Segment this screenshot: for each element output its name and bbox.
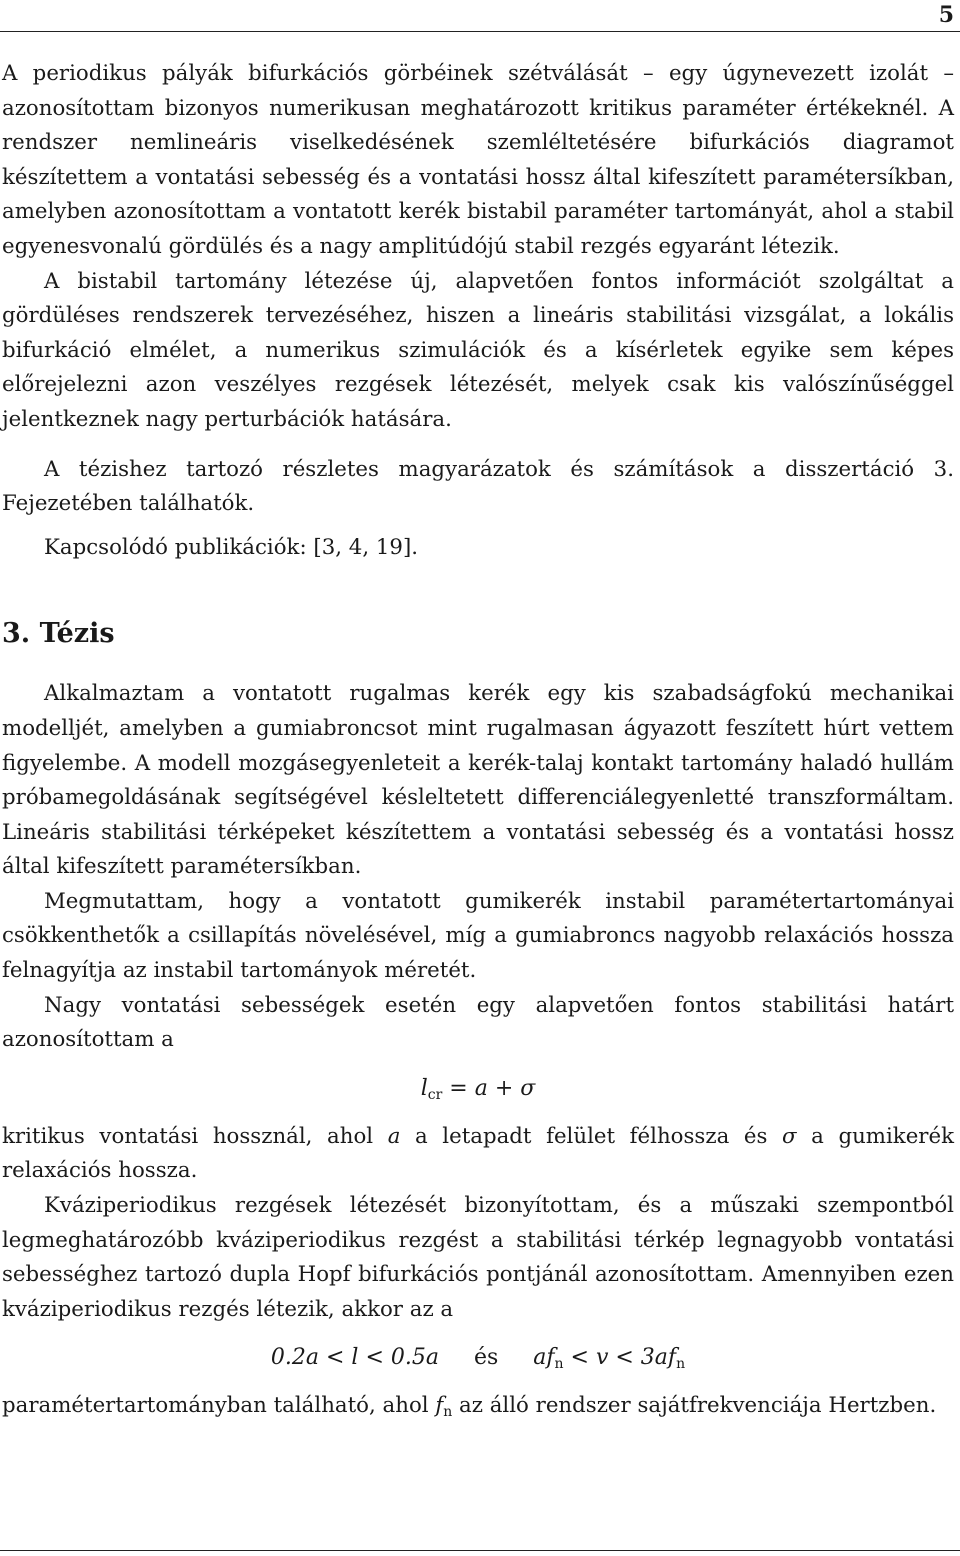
eq-rhs: = a + σ xyxy=(449,1075,536,1101)
thesis-paragraph-model: Alkalmaztam a vontatott rugalmas kerék egy kis szabadságfokú mechanikai modelljét, amelyben a gumiabroncsot mint rugalmasan ágyazott feszített húrt vettem figyelembe. A modell mozgásegyenleteit a kerék-talaj kontakt tartomány haladó hullám próbamegoldásának segítségével késleltetett differenciálegyenletté transzformáltam. Lineáris stabilitási térképeket készítettem a vontatási sebesség és a vontatási hossz által kifeszített paramétersíkban. xyxy=(2,681,954,880)
header-rule xyxy=(0,31,960,32)
symbol-f: f xyxy=(435,1393,444,1419)
thesis-paragraph-quasiperiodic: Kváziperiodikus rezgések létezését bizonyítottam, és a műszaki szempontból legmeghatározóbb kváziperiodikus rezgést a stabilitási térkép legnagyobb vontatási sebességhez tartozó dupla Hopf bifurkációs pontjánál azonosítottam. Amennyiben ezen kváziperiodikus rezgés létezik, akkor az a xyxy=(2,1193,954,1322)
eq2-right-mid: < v < 3af xyxy=(563,1345,677,1371)
eq2-sub-n: n xyxy=(554,1356,564,1373)
page-number: 5 xyxy=(938,2,954,28)
page-body xyxy=(2,57,954,1424)
section-title: 3. Tézis xyxy=(2,618,115,650)
eq2-word: és xyxy=(473,1345,499,1371)
eq2-sub-n2: n xyxy=(676,1356,686,1373)
equation-parameter-range xyxy=(2,1341,954,1375)
thesis-paragraph-damping: Megmutattam, hogy a vontatott gumikerék instabil paramétertartományai csökkenthetők a csillapítás növelésével, míg a gumiabroncs nagyobb relaxációs hossza felnagyítja az instabil tartományok méretét. xyxy=(2,888,954,984)
def-text-b: a letapadt felület félhossza és xyxy=(400,1123,782,1149)
eq-l: l xyxy=(420,1075,428,1101)
equation-critical-length xyxy=(2,1072,954,1106)
thesis-paragraph-definitions xyxy=(2,1120,954,1189)
paragraph-bifurcation: A periodikus pályák bifurkációs görbéinek szétválását – egy úgynevezett izolát – azonosítottam bizonyos numerikusan meghatározott kritikus paraméter értékeknél. A rendszer nemlineáris viselkedésének szemléltetésére bifurkációs diagramot készítettem a vontatási sebesség és a vontatási hossz által kifeszített paramétersíkban, amelyben azonosítottam a vontatott kerék bistabil paraméter tartományát, ahol a stabil egyenesvonalú gördülés és a nagy amplitúdójú stabil rezgés egyaránt létezik. xyxy=(2,61,954,259)
def-text-a: kritikus vontatási hossznál, ahol xyxy=(2,1123,388,1149)
eq2-right-pre: af xyxy=(533,1345,555,1371)
footer-rule xyxy=(0,1550,960,1551)
freq-text-b: az álló rendszer sajátfrekvenciája Hertzben. xyxy=(452,1393,937,1419)
eq-sub-cr: cr xyxy=(427,1086,443,1103)
paragraph-bistable: A bistabil tartomány létezése új, alapvetően fontos információt szolgáltat a gördüléses rendszerek tervezéséhez, hiszen a lineáris stabilitási vizsgálat, a lokális bifurkáció elmélet, a numerikus szimulációk és a kísérletek egyike sem képes előrejelezni azon veszélyes rezgések létezését, melyek csak kis valószínűséggel jelentkeznek nagy perturbációk hatására. xyxy=(2,268,954,432)
thesis-paragraph-boundary: Nagy vontatási sebességek esetén egy alapvetően fontos stabilitási határt azonosítottam a xyxy=(2,992,954,1053)
eq2-left: 0.2a < l < 0.5a xyxy=(270,1345,439,1371)
freq-text-a: paramétertartományban található, ahol xyxy=(2,1393,436,1419)
thesis-paragraph-frequency xyxy=(2,1389,954,1424)
symbol-f-sub: n xyxy=(443,1404,453,1421)
def-text-c: a gumikerék relaxációs hossza. xyxy=(2,1123,954,1184)
paragraph-details: A tézishez tartozó részletes magyarázatok és számítások a disszertáció 3. Fejezetében találhatók. xyxy=(2,456,954,517)
paragraph-publications: Kapcsolódó publikációk: [3, 4, 19]. xyxy=(44,534,419,560)
symbol-a: a xyxy=(387,1123,401,1149)
symbol-sigma: σ xyxy=(782,1123,797,1149)
